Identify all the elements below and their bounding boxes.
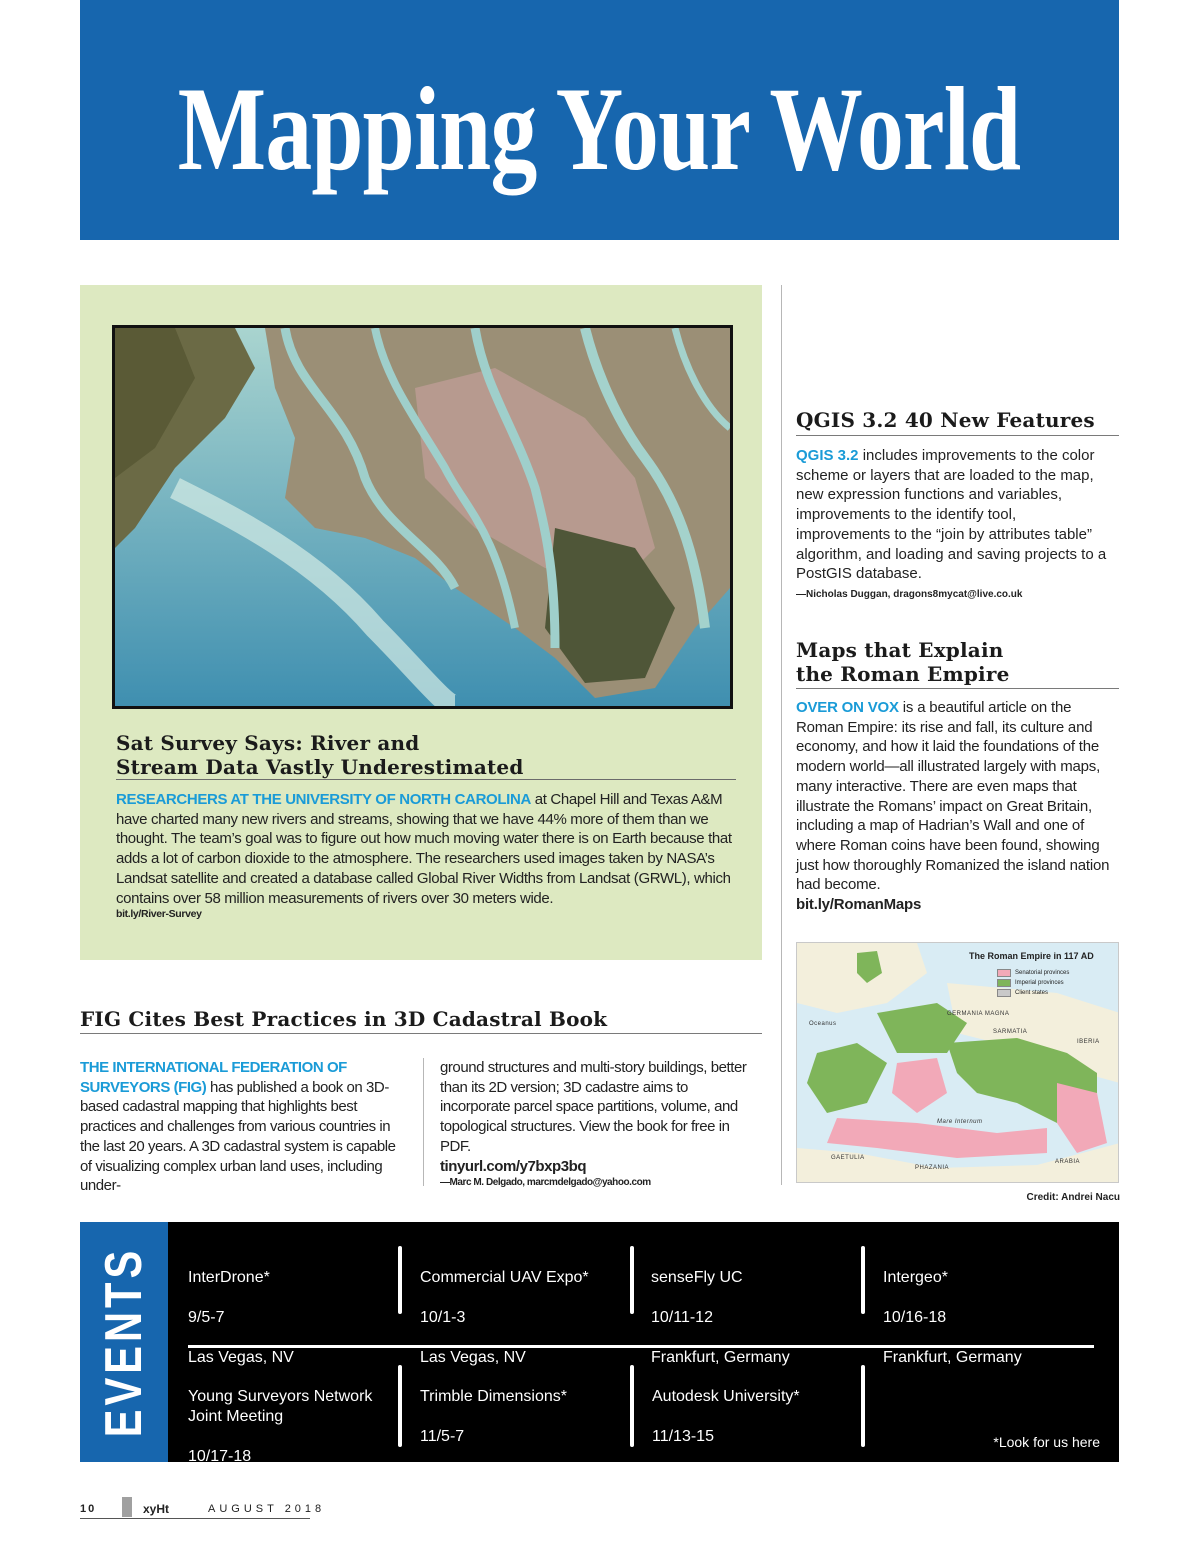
roman-text: is a beautiful article on the Roman Empire: its rise and fall, its culture and economy, and how it laid the foundations of the modern world—all illustrated largely with maps, many interactive. There are even maps that illustrate the Romans’ impact on Great Britain, including a map of Hadrian’s Wall and one of where Roman coins have been found, showing just how thoroughly Romanized the island nation had become. (796, 699, 1110, 894)
fig-heading-rule (80, 1033, 762, 1034)
sat-heading-line2: Stream Data Vastly Underestimated (116, 755, 524, 779)
map-label: ARABIA (1055, 1159, 1081, 1165)
map-title: The Roman Empire in 117 AD (969, 951, 1094, 961)
river-delta-image (115, 328, 730, 706)
roman-heading (796, 638, 1119, 686)
event-date: 10/16-18 (883, 1309, 947, 1326)
event-place: Las Vegas, NV. (652, 1468, 761, 1485)
qgis-text: includes improvements to the color scheme or layers that are loaded to the map, new expression functions and variables, improvements to the identify tool, improvements to the “join by attributes table” algorithm, and loading and saving projects to a PostGIS database. (796, 447, 1107, 583)
header-banner (80, 0, 1119, 240)
legend-label: Senatorial provinces (1015, 970, 1070, 976)
map-label: Mare Internum (937, 1119, 983, 1125)
roman-heading-line1: Maps that Explain (796, 638, 1004, 662)
sat-survey-heading (116, 731, 736, 779)
roman-empire-map (796, 942, 1119, 1183)
map-label: SARMATIA (993, 1029, 1028, 1035)
page-title: Mapping Your World (178, 62, 1021, 195)
fig-text-1: has published a book on 3D-based cadastral mapping that highlights best practices and challenges from various countries in the last 20 years. A 3D cadastral system is capable of visualizing complex urban land uses, including under- (80, 1078, 396, 1195)
event-divider (861, 1365, 865, 1447)
event-name: Intergeo* (883, 1269, 948, 1286)
qgis-body (796, 446, 1112, 584)
event-name: Autodesk University* (652, 1388, 800, 1405)
event-name: Commercial UAV Expo* (420, 1269, 589, 1286)
sat-survey-body (116, 790, 738, 921)
event-place: Frankfurt, Germany (883, 1349, 1022, 1366)
qgis-credit: —Nicholas Duggan, dragons8mycat@live.co.uk (796, 589, 1023, 600)
footer-bar (122, 1497, 132, 1517)
legend-swatch (997, 969, 1011, 977)
roman-lead: OVER ON VOX (796, 699, 899, 716)
map-label: PHAZANIA (915, 1165, 950, 1171)
sat-heading-line1: Sat Survey Says: River and (116, 731, 420, 755)
sat-link[interactable]: bit.ly/River-Survey (116, 908, 202, 921)
event-item (652, 1367, 852, 1507)
event-divider (630, 1246, 634, 1314)
event-place: Las Vegas, NV (188, 1349, 294, 1366)
events-note: *Look for us here (993, 1434, 1100, 1450)
legend-senatorial (997, 969, 1069, 977)
map-label: GAETULIA (831, 1155, 865, 1161)
event-name: Young Surveyors Network Joint Meeting (188, 1388, 373, 1425)
event-date: 9/5-7 (188, 1309, 225, 1326)
event-place: Las Vegas, NV (420, 1349, 526, 1366)
legend-client (997, 989, 1048, 997)
event-divider (861, 1246, 865, 1314)
fig-text-2: ground structures and multi-story buildings, better than its 2D version; 3D cadastre aims to incorporate parcel space partitions, volume, and topological structures. View the book for free in PDF. (440, 1059, 747, 1155)
events-label (80, 1222, 168, 1462)
event-divider (398, 1246, 402, 1314)
magazine-name: xyHt (143, 1502, 170, 1516)
event-item (883, 1248, 1083, 1388)
fig-column-2 (440, 1058, 760, 1189)
fig-link[interactable]: tinyurl.com/y7bxp3bq (440, 1157, 587, 1175)
roman-body (796, 698, 1114, 915)
event-name: InterDrone* (188, 1269, 270, 1286)
sat-heading-rule (116, 779, 736, 780)
roman-heading-line2: the Roman Empire (796, 662, 1010, 686)
fig-heading: FIG Cites Best Practices in 3D Cadastral Book (80, 1007, 608, 1031)
qgis-heading-rule (796, 435, 1119, 436)
roman-map-graphic (797, 943, 1119, 1183)
event-divider (398, 1365, 402, 1447)
event-name: senseFly UC (651, 1269, 743, 1286)
event-date: 10/11-12 (651, 1309, 713, 1326)
legend-imperial (997, 979, 1064, 987)
event-place: Las Vegas, NV (420, 1468, 526, 1485)
fig-column-divider (423, 1058, 424, 1186)
sat-lead: RESEARCHERS AT THE UNIVERSITY OF NORTH CAROLINA (116, 791, 531, 808)
event-date: 10/1-3 (420, 1309, 466, 1326)
qgis-heading: QGIS 3.2 40 New Features (796, 408, 1095, 432)
sat-text: at Chapel Hill and Texas A&M have charted many new rivers and streams, showing that we have 44% more of them than we thought. The team’s goal was to figure out how much moving water there is on Earth because that adds a lot of carbon dioxide to the atmosphere. The researchers used images taken by NASA’s Landsat satellite and created a database called Global River Widths from Landsat (GRWL), which contains over 58 million measurements of rivers over 30 meters wide. (116, 791, 732, 907)
footer-rule (80, 1518, 310, 1519)
fig-credit: —Marc M. Delgado, marcmdelgado@yahoo.com (440, 1177, 651, 1189)
legend-swatch (997, 989, 1011, 997)
qgis-lead: QGIS 3.2 (796, 447, 859, 464)
event-place: Frankfurt, Germany (651, 1349, 790, 1366)
roman-link[interactable]: bit.ly/RomanMaps (796, 896, 922, 914)
event-name: Trimble Dimensions* (420, 1388, 567, 1405)
event-date: 10/17-18 (188, 1448, 252, 1465)
column-divider (781, 285, 782, 1185)
roman-heading-rule (796, 688, 1119, 689)
event-date: 11/13-15 (652, 1428, 714, 1445)
event-item (420, 1367, 620, 1507)
map-credit: Credit: Andrei Nacu (1026, 1192, 1120, 1203)
fig-lead: THE INTERNATIONAL FEDERATION OF SURVEYORS (FIG) (80, 1059, 347, 1096)
event-date: 11/5-7 (420, 1428, 465, 1445)
event-place: Hyattsville, MD (188, 1488, 295, 1505)
legend-label: Client states (1015, 990, 1049, 996)
map-label: IBERIA (1077, 1039, 1100, 1045)
satellite-photo (112, 325, 733, 709)
events-label-text: EVENTS (95, 1246, 153, 1438)
legend-label: Imperial provinces (1015, 980, 1064, 986)
legend-swatch (997, 979, 1011, 987)
page-number: 10 (80, 1503, 97, 1515)
event-divider (630, 1365, 634, 1447)
map-label: Oceanus (809, 1021, 837, 1027)
issue-date: AUGUST 2018 (208, 1503, 326, 1515)
fig-column-1 (80, 1058, 400, 1196)
events-row-divider (188, 1345, 1094, 1348)
map-label: GERMANIA MAGNA (947, 1011, 1010, 1017)
